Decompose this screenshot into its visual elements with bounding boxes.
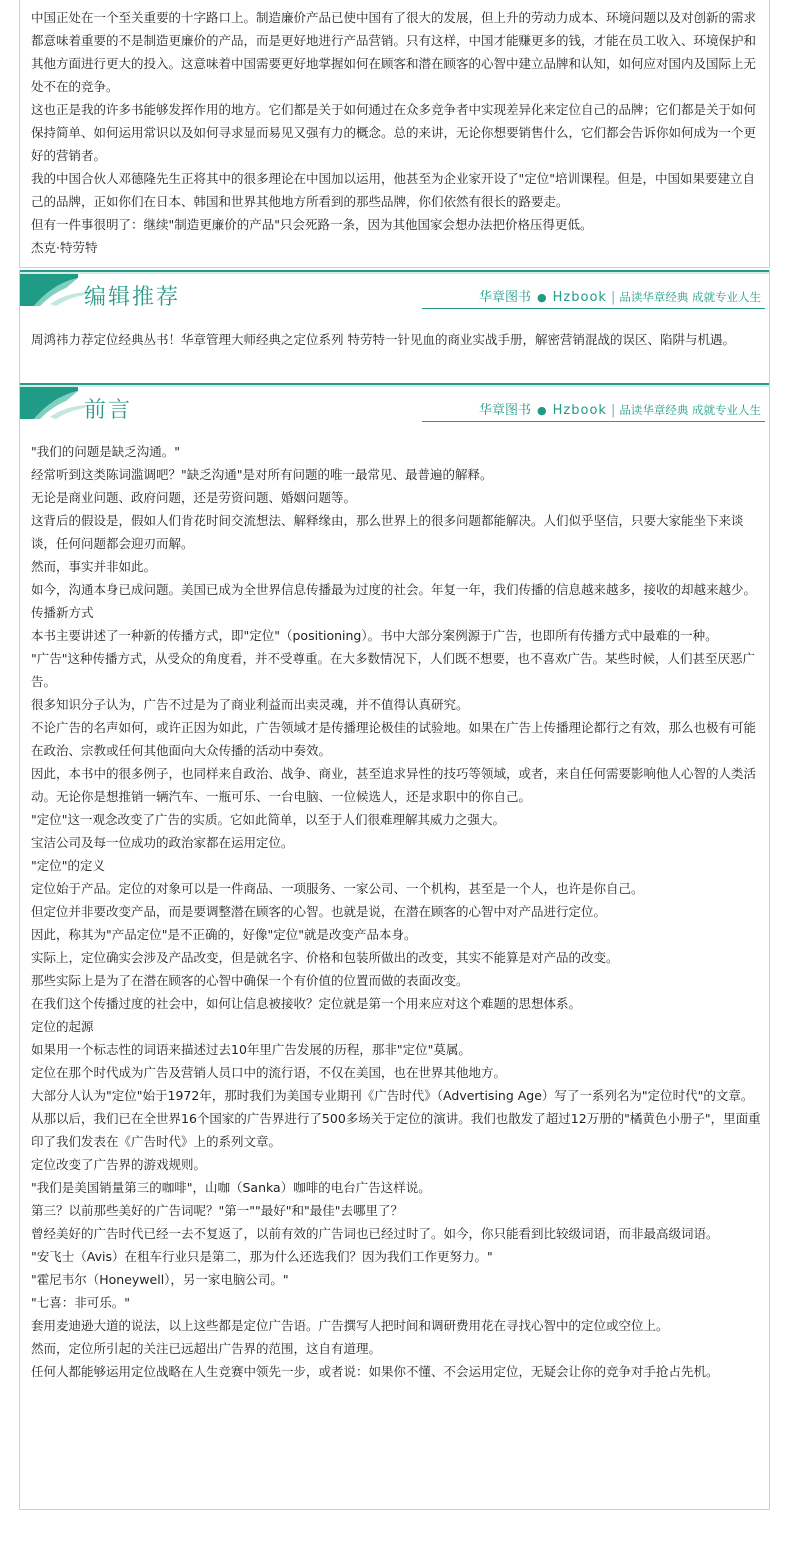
preface-paragraph: 定位改变了广告界的游戏规则。 [31, 1157, 207, 1172]
preface-paragraph: 然而，定位所引起的关注已远超出广告界的范围，这自有道理。 [31, 1341, 382, 1356]
preface-paragraph: "定位"这一观念改变了广告的实质。它如此简单，以至于人们很难理解其威力之强大。 [31, 812, 506, 827]
foreword-signature: 杰克·特劳特 [31, 240, 98, 255]
preface-paragraph: 无论是商业问题、政府问题，还是劳资问题、婚姻问题等。 [31, 490, 357, 505]
preface-paragraph: "安飞士（Avis）在租车行业只是第二，那为什么还选我们？因为我们工作更努力。" [31, 1249, 493, 1264]
section-header [20, 383, 769, 427]
preface-paragraph: "定位"的定义 [31, 858, 105, 873]
preface-paragraph: 那些实际上是为了在潜在顾客的心智中确保一个有价值的位置而做的表面改变。 [31, 973, 469, 988]
preface-paragraph: 很多知识分子认为，广告不过是为了商业利益而出卖灵魂，并不值得认真研究。 [31, 697, 469, 712]
bullet-icon: ● [537, 291, 547, 304]
preface-paragraph: 套用麦迪逊大道的说法，以上这些都是定位广告语。广告撰写人把时间和调研费用花在寻找心智中的定位或空位上。 [31, 1318, 669, 1333]
preface-paragraph: 从那以后，我们已在全世界16个国家的广告界进行了500多场关于定位的演讲。我们也散发了超过12万册的"橘黄色小册子"，里面重印了我们发表在《广告时代》上的系列文章。 [31, 1111, 761, 1149]
preface-paragraph: 曾经美好的广告时代已经一去不复返了，以前有效的广告词也已经过时了。如今，你只能看到比较级词语，而非最高级词语。 [31, 1226, 719, 1241]
preface-paragraph: 如今，沟通本身已成问题。美国已成为全世界信息传播最为过度的社会。年复一年，我们传播的信息越来越多，接收的却越来越少。 [31, 582, 757, 597]
brand-underline [422, 308, 765, 309]
preface-paragraph: "我们的问题是缺乏沟通。" [31, 444, 180, 459]
preface-paragraph: 第三？以前那些美好的广告词呢？"第一""最好"和"最佳"去哪里了？ [31, 1203, 403, 1218]
brand-name-cn: 华章图书 [479, 403, 532, 418]
preface-paragraph: 定位的起源 [31, 1019, 94, 1034]
preface-paragraph: 然而，事实并非如此。 [31, 559, 157, 574]
preface-paragraph: 传播新方式 [31, 605, 94, 620]
brand-name-en: Hzbook [552, 403, 607, 418]
brand-name-en: Hzbook [552, 290, 607, 305]
recommend-body [31, 328, 761, 351]
foreword-paragraph: 中国正处在一个至关重要的十字路口上。制造廉价产品已使中国有了很大的发展，但上升的劳动力成本、环境问题以及对创新的需求都意味着重要的不是制造更廉价的产品，而是更好地进行产品营销。只有这样，中国才能赚更多的钱，才能在员工收入、环境保护和其他方面进行更大的投入。这意味着中国需要更好地掌握如何在顾客和潜在顾客的心智中建立品牌和认知，如何应对国内及国际上无处不在的竞争。 [31, 10, 757, 94]
preface-section [19, 383, 770, 1510]
section-header [20, 270, 769, 314]
preface-paragraph: 大部分人认为"定位"始于1972年，那时我们为美国专业期刊《广告时代》（Advertising Age）写了一系列名为"定位时代"的文章。 [31, 1088, 754, 1103]
foreword-paragraph: 我的中国合伙人邓德隆先生正将其中的很多理论在中国加以运用，他甚至为企业家开设了"定位"培训课程。但是，中国如果要建立自己的品牌，正如你们在日本、韩国和世界其他地方所看到的那些品牌，你们依然有很长的路要走。 [31, 171, 756, 209]
preface-paragraph: 在我们这个传播过度的社会中，如何让信息被接收？定位就是第一个用来应对这个难题的思想体系。 [31, 996, 582, 1011]
editor-recommend-section [19, 270, 770, 384]
bullet-icon: ● [537, 404, 547, 417]
brand-underline [422, 421, 765, 422]
brand-slogan: 品读华章经典 成就专业人生 [619, 403, 761, 417]
divider: | [610, 290, 616, 305]
section-title: 前言 [84, 398, 133, 423]
preface-paragraph: "霍尼韦尔（Honeywell），另一家电脑公司。" [31, 1272, 289, 1287]
foreword-paragraph: 这也正是我的许多书能够发挥作用的地方。它们都是关于如何通过在众多竞争者中实现差异化来定位自己的品牌；它们都是关于如何保持简单、如何运用常识以及如何寻求显而易见又强有力的概念。总的来讲，无论你想要销售什么，它们都会告诉你如何成为一个更好的营销者。 [31, 102, 757, 163]
preface-paragraph: "七喜：非可乐。" [31, 1295, 130, 1310]
preface-paragraph: 如果用一个标志性的词语来描述过去10年里广告发展的历程，那非"定位"莫属。 [31, 1042, 471, 1057]
brand-slogan: 品读华章经典 成就专业人生 [619, 290, 761, 304]
recommend-text: 周鸿祎力荐定位经典丛书！华章管理大师经典之定位系列 特劳特一针见血的商业实战手册，解密营销混战的误区、陷阱与机遇。 [31, 332, 735, 347]
preface-paragraph: 但定位并非要改变产品，而是要调整潜在顾客的心智。也就是说，在潜在顾客的心智中对产品进行定位。 [31, 904, 607, 919]
preface-paragraph: 不论广告的名声如何，或许正因为如此，广告领域才是传播理论极佳的试验地。如果在广告上传播理论都行之有效，那么也极有可能在政治、宗教或任何其他面向大众传播的活动中奏效。 [31, 720, 757, 758]
preface-body [31, 440, 761, 1383]
section-title: 编辑推荐 [84, 285, 181, 310]
preface-paragraph: "我们是美国销量第三的咖啡"，山咖（Sanka）咖啡的电台广告这样说。 [31, 1180, 431, 1195]
preface-paragraph: 这背后的假设是，假如人们肯花时间交流想法、解释缘由，那么世界上的很多问题都能解决。人们似乎坚信，只要大家能坐下来谈谈，任何问题都会迎刃而解。 [31, 513, 744, 551]
header-bar [20, 272, 769, 274]
foreword-body [31, 6, 761, 259]
header-bar [20, 385, 769, 387]
preface-paragraph: 定位始于产品。定位的对象可以是一件商品、一项服务、一家公司、一个机构，甚至是一个人，也许是你自己。 [31, 881, 644, 896]
preface-paragraph: 定位在那个时代成为广告及营销人员口中的流行语，不仅在美国，也在世界其他地方。 [31, 1065, 507, 1080]
preface-paragraph: 任何人都能够运用定位战略在人生竞赛中领先一步，或者说：如果你不懂、不会运用定位，无疑会让你的竞争对手抢占先机。 [31, 1364, 719, 1379]
brand-tagline [479, 399, 761, 418]
brand-name-cn: 华章图书 [479, 290, 532, 305]
preface-paragraph: 实际上，定位确实会涉及产品改变，但是就名字、价格和包装所做出的改变，其实不能算是对产品的改变。 [31, 950, 619, 965]
foreword-paragraph: 但有一件事很明了：继续"制造更廉价的产品"只会死路一条，因为其他国家会想办法把价格压得更低。 [31, 217, 593, 232]
divider: | [610, 403, 616, 418]
preface-paragraph: 因此，本书中的很多例子，也同样来自政治、战争、商业，甚至追求异性的技巧等领域，或者，来自任何需要影响他人心智的人类活动。无论你是想推销一辆汽车、一瓶可乐、一台电脑、一位候选人，还是求职中的你自己。 [31, 766, 757, 804]
preface-paragraph: "广告"这种传播方式，从受众的角度看，并不受尊重。在大多数情况下，人们既不想要，也不喜欢广告。某些时候，人们甚至厌恶广告。 [31, 651, 756, 689]
preface-paragraph: 本书主要讲述了一种新的传播方式，即"定位"（positioning）。书中大部分案例源于广告，也即所有传播方式中最难的一种。 [31, 628, 718, 643]
brand-tagline [479, 286, 761, 305]
preface-paragraph: 经常听到这类陈词滥调吧？"缺乏沟通"是对所有问题的唯一最常见、最普遍的解释。 [31, 467, 493, 482]
preface-paragraph: 宝洁公司及每一位成功的政治家都在运用定位。 [31, 835, 294, 850]
foreword-section [19, 0, 770, 268]
preface-paragraph: 因此，称其为"产品定位"是不正确的，好像"定位"就是改变产品本身。 [31, 927, 417, 942]
